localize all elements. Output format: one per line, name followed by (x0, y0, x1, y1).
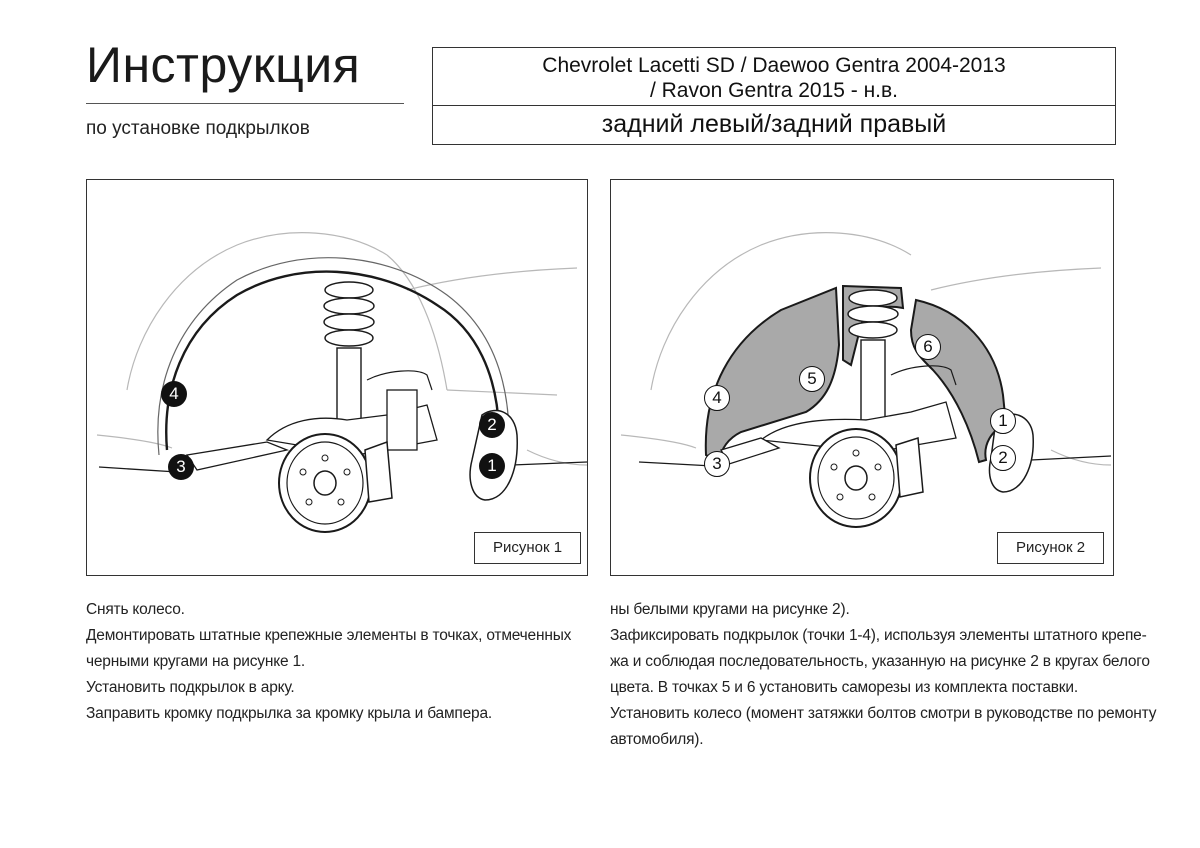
instruction-line: Снять колесо. (86, 601, 185, 618)
vehicle-model-line-1: Chevrolet Lacetti SD / Daewoo Gentra 2004-2013 (542, 54, 1006, 77)
trailing-link (187, 442, 287, 470)
body-line (931, 268, 1101, 290)
marker-point-4: 4 (161, 381, 187, 407)
figure-2-panel (610, 179, 1114, 576)
figure-2-drawing (611, 180, 1114, 576)
sill-line (447, 390, 557, 395)
instruction-line: цвета. В точках 5 и 6 установить саморезы из комплекта поставки. (610, 679, 1078, 696)
title-divider (86, 103, 404, 104)
instruction-line: черными кругами на рисунке 1. (86, 653, 306, 670)
marker-point-6: 6 (915, 334, 941, 360)
instruction-line: ны белыми кругами на рисунке 2). (610, 601, 850, 618)
vehicle-model-line-2: / Ravon Gentra 2015 - н.в. (649, 79, 899, 102)
instruction-line: жа и соблюдая последовательность, указанную на рисунке 2 в кругах белого (610, 653, 1150, 670)
brake-line (367, 371, 432, 390)
instruction-line: Зафиксировать подкрылок (точки 1-4), используя элементы штатного крепе- (610, 627, 1147, 644)
instructions-right-column (610, 597, 1156, 753)
marker-point-2: 2 (990, 445, 1016, 471)
ground-line-left (99, 467, 177, 472)
page-subtitle: по установке подкрылков (86, 118, 310, 139)
model-box-divider (433, 105, 1115, 106)
instruction-line: Установить подкрылок в арку. (86, 679, 295, 696)
figure-1-panel (86, 179, 588, 576)
ground-line-left (639, 462, 713, 466)
brake-disc (279, 434, 371, 532)
marker-point-3: 3 (704, 451, 730, 477)
coil-spring (848, 290, 898, 338)
shock-absorber (861, 340, 885, 420)
brake-disc (810, 429, 902, 527)
trailing-link (721, 438, 779, 464)
marker-point-1: 1 (479, 453, 505, 479)
instruction-line: Демонтировать штатные крепежные элементы в точках, отмеченных (86, 627, 572, 644)
rocker-line (621, 435, 696, 448)
brake-caliper (365, 442, 392, 502)
marker-point-1: 1 (990, 408, 1016, 434)
figure-2-caption: Рисунок 2 (997, 532, 1104, 564)
brake-caliper (896, 438, 923, 497)
quarter-panel-line (387, 255, 447, 390)
marker-point-2: 2 (479, 412, 505, 438)
instruction-line: Установить колесо (момент затяжки болтов смотри в руководстве по ремонту (610, 705, 1157, 722)
marker-point-4: 4 (704, 385, 730, 411)
shock-absorber (337, 348, 361, 428)
vehicle-model-box (432, 47, 1116, 145)
instructions-left-column (86, 597, 571, 727)
page-title: Инструкция (86, 37, 361, 93)
knuckle (387, 390, 417, 450)
rocker-line (97, 435, 172, 448)
marker-point-5: 5 (799, 366, 825, 392)
liner-position: задний левый/задний правый (601, 110, 947, 138)
body-line (407, 268, 577, 290)
instruction-line: автомобиля). (610, 731, 704, 748)
figure-1-drawing (87, 180, 588, 576)
figure-1-caption: Рисунок 1 (474, 532, 581, 564)
vehicle-model-name (433, 53, 1115, 103)
ground-line-right (1031, 456, 1111, 460)
coil-spring (324, 282, 374, 346)
marker-point-3: 3 (168, 454, 194, 480)
instruction-line: Заправить кромку подкрылка за кромку крыла и бампера. (86, 705, 492, 722)
